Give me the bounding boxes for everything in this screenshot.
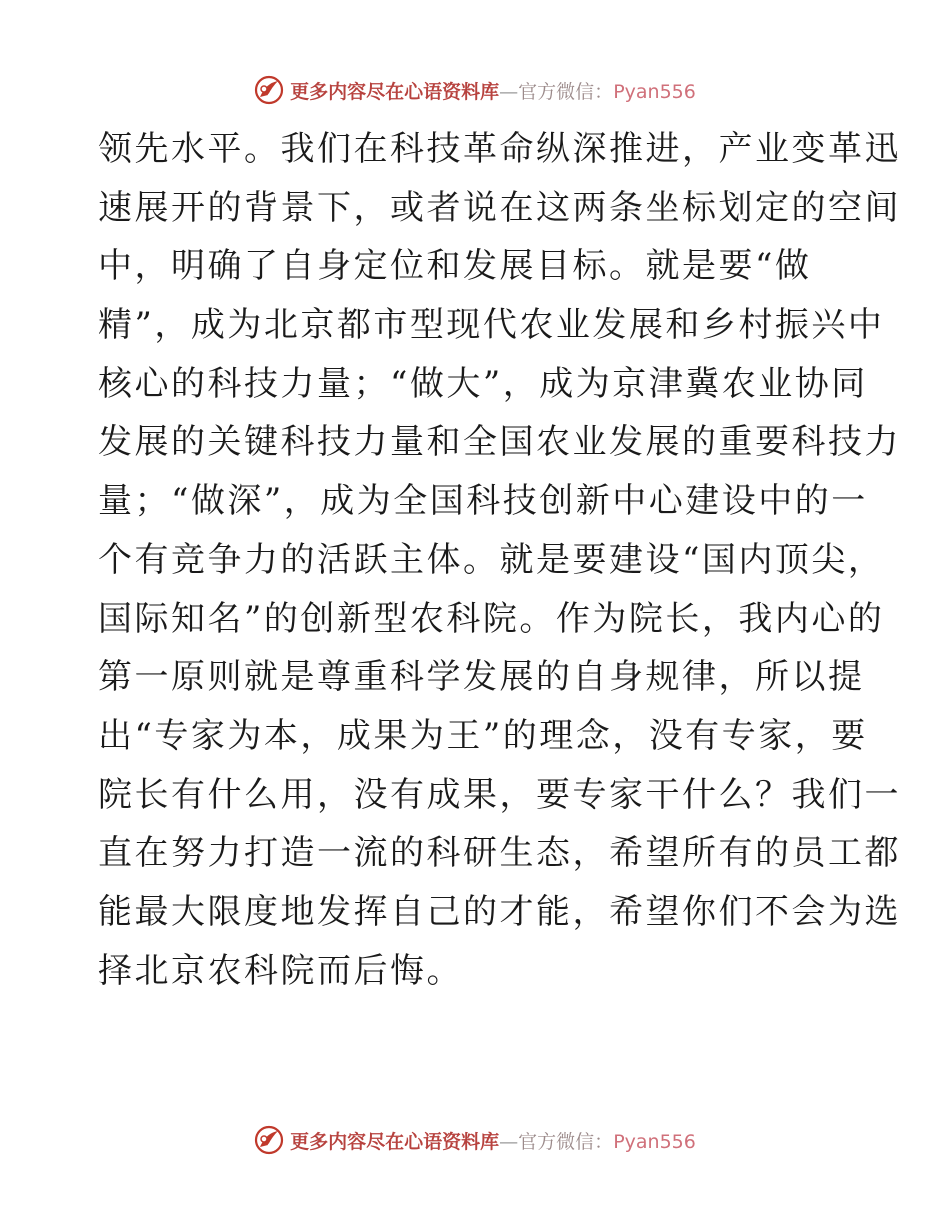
document-body bbox=[98, 120, 901, 1000]
pen-logo-icon bbox=[254, 75, 284, 105]
header-banner-wechat-id: Pyan556 bbox=[613, 80, 696, 103]
body-line: 国际知名”的创新型农科院。作为院长，我内心的 bbox=[98, 598, 885, 639]
body-line: 个有竞争力的活跃主体。就是要建设“国内顶尖， bbox=[98, 539, 885, 580]
body-line: 中，明确了自身定位和发展目标。就是要“做 bbox=[98, 246, 812, 287]
header-banner-text bbox=[290, 77, 696, 104]
pen-logo-icon bbox=[254, 1125, 284, 1155]
body-line: 出“专家为本，成果为王”的理念，没有专家，要 bbox=[98, 715, 868, 756]
footer-banner-dash: — bbox=[499, 1130, 519, 1153]
body-line: 速展开的背景下，或者说在这两条坐标划定的空间 bbox=[98, 187, 901, 228]
body-line: 发展的关键科技力量和全国农业发展的重要科技力 bbox=[98, 422, 901, 463]
body-line: 第一原则就是尊重科学发展的自身规律，所以提 bbox=[98, 657, 865, 698]
footer-banner-text bbox=[290, 1127, 696, 1154]
body-line: 量；“做深”，成为全国科技创新中心建设中的一 bbox=[98, 481, 868, 522]
body-line: 择北京农科院而后悔。 bbox=[98, 950, 463, 991]
header-banner-wechat-label: 官方微信： bbox=[518, 80, 614, 103]
body-line: 院长有什么用，没有成果，要专家干什么？我们一 bbox=[98, 774, 901, 815]
header-banner bbox=[0, 70, 950, 110]
header-banner-dash: — bbox=[499, 80, 519, 103]
body-line: 核心的科技力量；“做大”，成为京津冀农业协同 bbox=[98, 363, 868, 404]
header-banner-main: 更多内容尽在心语资料库 bbox=[290, 80, 500, 103]
footer-banner-wechat-id: Pyan556 bbox=[613, 1130, 696, 1153]
footer-banner-wechat-label: 官方微信： bbox=[518, 1130, 614, 1153]
footer-banner-main: 更多内容尽在心语资料库 bbox=[290, 1130, 500, 1153]
footer-banner bbox=[0, 1120, 950, 1160]
body-line: 能最大限度地发挥自己的才能，希望你们不会为选 bbox=[98, 891, 901, 932]
body-line: 领先水平。我们在科技革命纵深推进，产业变革迅 bbox=[98, 129, 901, 169]
body-line: 直在努力打造一流的科研生态，希望所有的员工都 bbox=[98, 833, 901, 874]
body-line: 精”，成为北京都市型现代农业发展和乡村振兴中 bbox=[98, 305, 885, 346]
